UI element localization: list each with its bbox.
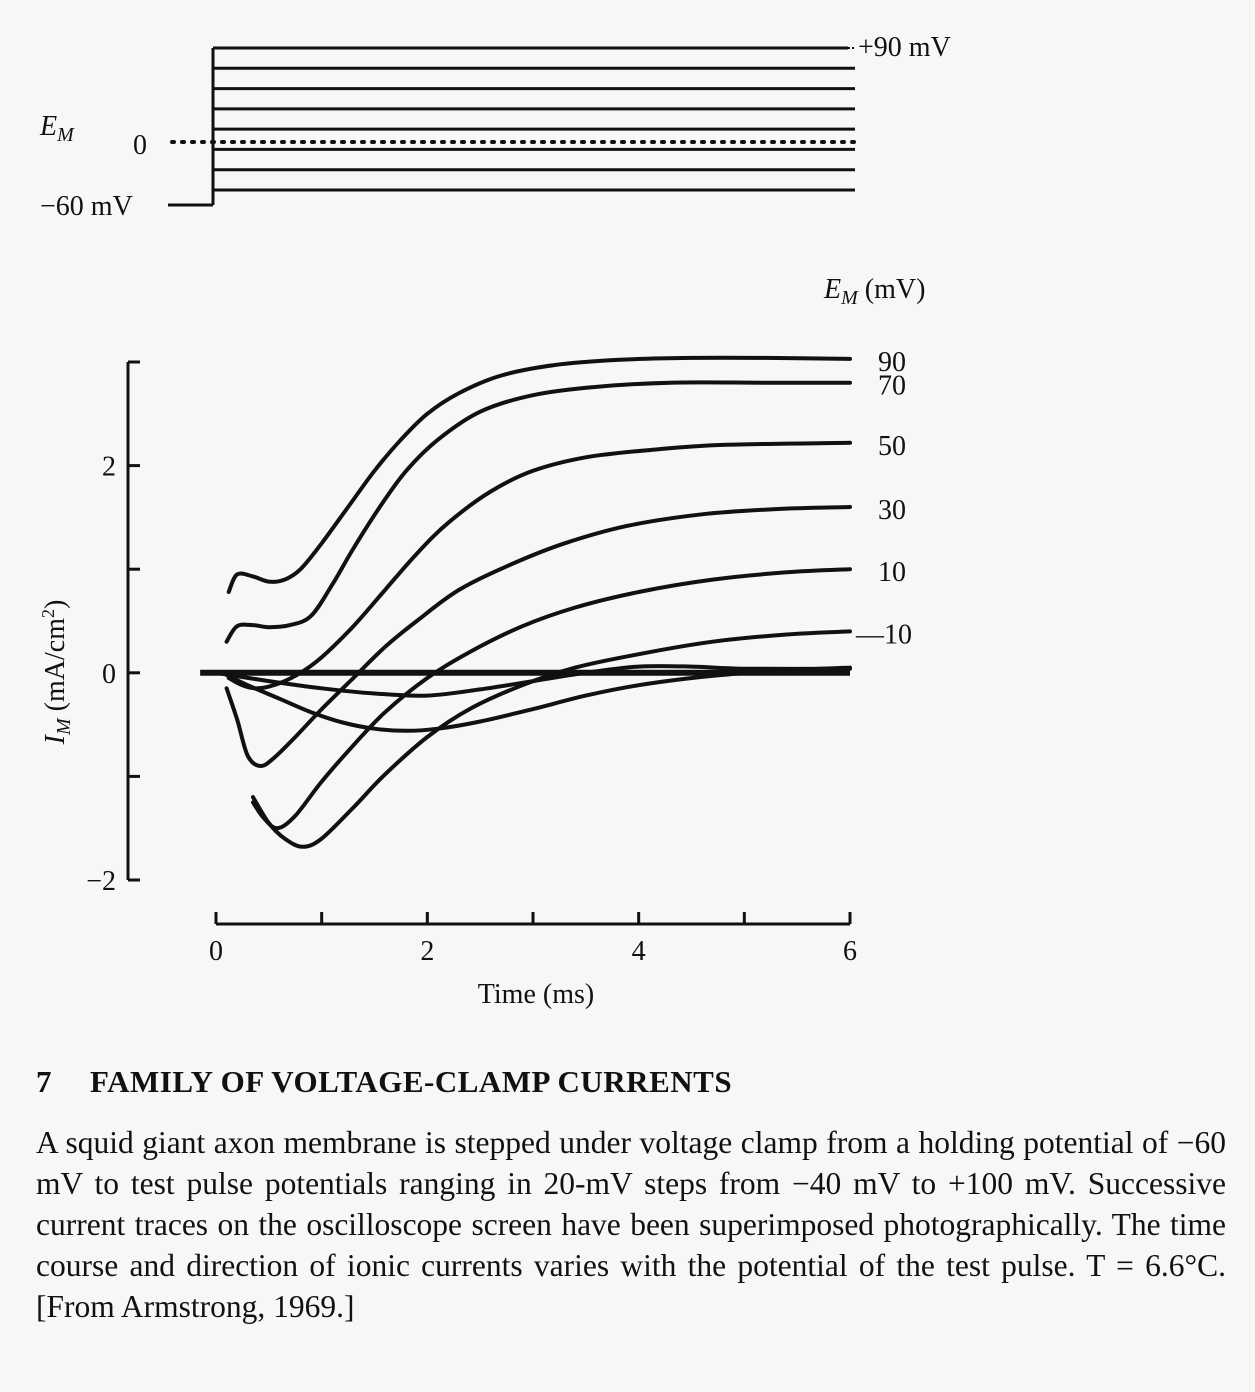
legend-title-main: E xyxy=(824,274,842,305)
trace-label-30: 30 xyxy=(878,495,906,527)
legend-title-rest: (mV) xyxy=(857,274,926,305)
x-axis-title: Time (ms) xyxy=(477,979,595,1010)
protocol-panel-label xyxy=(39,111,75,146)
current-trace--30 xyxy=(227,668,850,731)
x-tick-label: 4 xyxy=(631,936,646,967)
trace-group xyxy=(200,358,850,847)
trace-label-group xyxy=(855,347,912,650)
current-trace-10 xyxy=(253,569,850,828)
legend-title-sub: M xyxy=(841,287,858,309)
trace-label--10: —10 xyxy=(856,619,912,651)
trace-label-50: 50 xyxy=(878,430,906,462)
protocol-panel-label-sub: M xyxy=(57,124,74,146)
y-axis-title xyxy=(38,600,75,746)
x-tick-label: 2 xyxy=(420,936,435,967)
y-axis-title-sub: M xyxy=(53,718,75,735)
protocol-top-label: +90 mV xyxy=(858,32,951,63)
figure-number: 7 xyxy=(36,1064,52,1099)
voltage-steps xyxy=(213,48,855,190)
voltage-protocol-panel xyxy=(39,32,951,222)
protocol-panel-label-main: E xyxy=(40,111,58,142)
y-axis-title-rest: (mA/cm xyxy=(40,618,71,719)
y-axis-title-sup: 2 xyxy=(38,609,58,619)
current-trace-50 xyxy=(229,443,850,689)
caption-title xyxy=(36,1064,1236,1100)
y-tick-label: 2 xyxy=(102,451,116,483)
x-axis xyxy=(209,912,857,967)
y-axis-title-main: I xyxy=(40,734,71,745)
protocol-holding-label: −60 mV xyxy=(40,191,133,222)
y-tick-label: 0 xyxy=(102,658,116,690)
trace-label-70: 70 xyxy=(878,370,906,402)
trace-label-10: 10 xyxy=(878,557,906,589)
y-axis xyxy=(86,362,140,897)
x-tick-label: 6 xyxy=(843,936,857,967)
legend-title xyxy=(823,274,925,309)
figure-title: FAMILY OF VOLTAGE-CLAMP CURRENTS xyxy=(90,1064,733,1099)
trace-label-90: 90 xyxy=(878,346,906,378)
y-axis-title-end: ) xyxy=(40,599,71,610)
caption-body: A squid giant axon membrane is stepped under voltage clamp from a holding potential of −60 mV to test pulse potentials ranging in 20-mV steps from −40 mV to +100 mV. Successive current traces on the oscilloscope screen have been superimposed photographically. The time course and direction of ionic currents varies with the potential of the test pulse. T = 6.6°C. [From Armstrong, 1969.] xyxy=(36,1125,1226,1324)
y-tick-label: −2 xyxy=(86,866,116,897)
protocol-zero-label: 0 xyxy=(133,130,147,161)
x-tick-label: 0 xyxy=(209,936,223,967)
current-traces-panel xyxy=(38,274,925,1010)
current-trace--10 xyxy=(253,631,850,846)
